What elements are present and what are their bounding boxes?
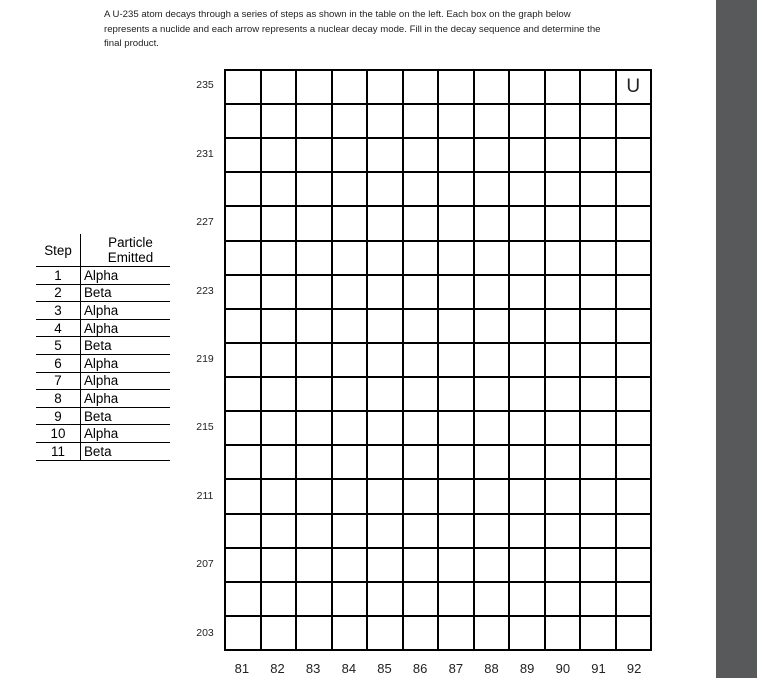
grid-cell [333, 583, 369, 617]
grid-cell [546, 446, 582, 480]
grid-cell [581, 242, 617, 276]
grid-cell [226, 310, 262, 344]
particle-emitted: Alpha [81, 372, 171, 390]
grid-cell [439, 276, 475, 310]
mass-number-label: 235 [196, 79, 214, 92]
grid-cell [617, 276, 653, 310]
grid-cell [333, 549, 369, 583]
grid-cell [297, 207, 333, 241]
grid-cell [297, 515, 333, 549]
grid-cell [262, 242, 298, 276]
atomic-number-label: 86 [412, 661, 428, 676]
step-number: 2 [36, 284, 81, 302]
grid-cell [297, 242, 333, 276]
grid-cell [368, 344, 404, 378]
grid-cell [262, 617, 298, 651]
grid-cell [546, 344, 582, 378]
grid-cell [617, 378, 653, 412]
grid-cell [297, 412, 333, 446]
table-row [36, 284, 170, 302]
grid-cell [475, 207, 511, 241]
start-nuclide-cell: U [617, 71, 653, 105]
grid-cell [262, 139, 298, 173]
grid-cell [475, 583, 511, 617]
grid-cell [475, 276, 511, 310]
step-number: 1 [36, 267, 81, 285]
grid-cell [581, 617, 617, 651]
grid-cell [510, 515, 546, 549]
grid-cell [262, 480, 298, 514]
grid-cell [226, 446, 262, 480]
grid-cell [297, 378, 333, 412]
grid-cell [333, 139, 369, 173]
particle-emitted: Alpha [81, 319, 171, 337]
grid-cell [581, 276, 617, 310]
step-number: 8 [36, 390, 81, 408]
grid-cell [368, 617, 404, 651]
grid-cell [333, 378, 369, 412]
grid-cell [475, 412, 511, 446]
particle-emitted: Beta [81, 337, 171, 355]
mass-number-label: 219 [196, 353, 214, 365]
grid-cell [439, 549, 475, 583]
mass-number-label: 203 [196, 626, 214, 639]
grid-cell [617, 549, 653, 583]
grid-cell [510, 583, 546, 617]
grid-cell [297, 310, 333, 344]
grid-cell [333, 412, 369, 446]
grid-cell [226, 515, 262, 549]
grid-cell [546, 480, 582, 514]
mass-number-label: 223 [196, 284, 214, 297]
grid-cell [546, 105, 582, 139]
table-row [36, 319, 170, 337]
grid-cell [297, 549, 333, 583]
grid-cell [226, 71, 262, 105]
grid-cell [404, 71, 440, 105]
grid-cell [510, 412, 546, 446]
table-row [36, 354, 170, 372]
grid-cell [439, 173, 475, 207]
grid-cell [368, 480, 404, 514]
grid-cell [475, 378, 511, 412]
grid-cell [581, 173, 617, 207]
grid-cell [546, 378, 582, 412]
grid-cell [475, 71, 511, 105]
grid-cell [617, 617, 653, 651]
grid-cell [617, 583, 653, 617]
step-number: 10 [36, 425, 81, 443]
grid-cell [581, 207, 617, 241]
table-row [36, 267, 170, 285]
atomic-number-label: 81 [234, 661, 250, 676]
grid-cell [404, 378, 440, 412]
grid-cell [617, 446, 653, 480]
grid-cell [404, 242, 440, 276]
grid-cell [439, 583, 475, 617]
atomic-number-label: 85 [377, 661, 392, 676]
grid-cell [439, 242, 475, 276]
grid-cell [262, 173, 298, 207]
particle-emitted: Beta [81, 442, 171, 460]
grid-cell [581, 139, 617, 173]
grid-cell [404, 446, 440, 480]
grid-cell [617, 139, 653, 173]
viewer-side-margin [716, 0, 757, 678]
grid-cell [368, 173, 404, 207]
grid-cell [510, 617, 546, 651]
grid-cell [333, 617, 369, 651]
grid-cell [368, 242, 404, 276]
grid-cell [226, 276, 262, 310]
atomic-number-label: 83 [305, 661, 321, 676]
table-row [36, 442, 170, 460]
grid-cell [297, 344, 333, 378]
grid-cell [617, 480, 653, 514]
grid-cell [262, 276, 298, 310]
grid-cell [475, 242, 511, 276]
grid-cell [617, 173, 653, 207]
grid-cell [546, 310, 582, 344]
step-number: 9 [36, 407, 81, 425]
grid-cell [510, 378, 546, 412]
grid-cell [368, 105, 404, 139]
grid-cell [333, 344, 369, 378]
grid-cell [617, 344, 653, 378]
grid-cell [226, 173, 262, 207]
grid-cell [262, 105, 298, 139]
grid-cell [226, 207, 262, 241]
grid-cell [475, 105, 511, 139]
grid-cell [404, 105, 440, 139]
mass-number-label: 227 [196, 216, 214, 229]
grid-cell [262, 515, 298, 549]
grid-cell [297, 276, 333, 310]
grid-cell [368, 446, 404, 480]
grid-cell [297, 617, 333, 651]
atomic-number-label: 91 [591, 661, 606, 676]
grid-cell [368, 139, 404, 173]
grid-cell [510, 446, 546, 480]
grid-cell [262, 310, 298, 344]
grid-cell [510, 139, 546, 173]
grid-cell [297, 71, 333, 105]
grid-cell [297, 105, 333, 139]
decay-steps-table [36, 234, 170, 461]
grid-cell [581, 310, 617, 344]
grid-cell [262, 446, 298, 480]
grid-cell [439, 378, 475, 412]
grid-cell [475, 617, 511, 651]
grid-cell [226, 583, 262, 617]
grid-cell [333, 515, 369, 549]
grid-cell [510, 207, 546, 241]
grid-cell [617, 515, 653, 549]
step-number: 3 [36, 302, 81, 320]
grid-cell [262, 583, 298, 617]
grid-cell [368, 378, 404, 412]
step-number: 7 [36, 372, 81, 390]
grid-cell [333, 71, 369, 105]
grid-cell [546, 242, 582, 276]
particle-emitted: Alpha [81, 425, 171, 443]
instructions-text: A U-235 atom decays through a series of steps as shown in the table on the left. Each box on the graph below represents a nuclide and each arrow represents a nuclear decay mode. Fill in the decay sequence and determine the final product. [104, 9, 601, 49]
grid-cell [226, 344, 262, 378]
grid-cell [404, 310, 440, 344]
particle-emitted: Alpha [81, 354, 171, 372]
grid-cell [226, 378, 262, 412]
grid-cell [404, 139, 440, 173]
grid-cell [404, 549, 440, 583]
grid-cell [546, 173, 582, 207]
grid-cell [475, 549, 511, 583]
grid-cell [439, 71, 475, 105]
grid-cell [404, 515, 440, 549]
grid-cell [510, 173, 546, 207]
grid-cell [546, 583, 582, 617]
grid-cell [546, 617, 582, 651]
grid-cell [510, 480, 546, 514]
grid-cell [333, 173, 369, 207]
grid-cell [368, 276, 404, 310]
grid-cell [439, 139, 475, 173]
particle-column-header: Particle Emitted [81, 234, 171, 267]
grid-cell [617, 412, 653, 446]
grid-cell [333, 310, 369, 344]
grid-cell [368, 207, 404, 241]
grid-cell [581, 105, 617, 139]
grid-cell [581, 549, 617, 583]
atomic-number-label: 92 [626, 661, 642, 676]
grid-cell [439, 617, 475, 651]
table-row [36, 302, 170, 320]
grid-cell [333, 105, 369, 139]
grid-cell [617, 207, 653, 241]
grid-cell [581, 480, 617, 514]
mass-number-label: 207 [196, 558, 214, 571]
grid-cell [368, 549, 404, 583]
grid-cell [581, 446, 617, 480]
grid-cell [546, 276, 582, 310]
grid-cell [404, 276, 440, 310]
grid-cell [581, 378, 617, 412]
grid-cell [297, 583, 333, 617]
grid-cell [510, 105, 546, 139]
grid-cell [546, 549, 582, 583]
grid-cell [333, 446, 369, 480]
grid-cell [546, 139, 582, 173]
grid-cell [439, 310, 475, 344]
table-row [36, 337, 170, 355]
grid-cell [581, 515, 617, 549]
grid-cell [581, 583, 617, 617]
particle-emitted: Alpha [81, 267, 171, 285]
decay-grid [224, 69, 652, 651]
grid-cell [404, 480, 440, 514]
grid-cell [404, 173, 440, 207]
table-row [36, 425, 170, 443]
step-number: 6 [36, 354, 81, 372]
grid-cell [297, 173, 333, 207]
grid-cell [439, 446, 475, 480]
grid-cell [439, 412, 475, 446]
grid-cell [475, 139, 511, 173]
grid-cell [439, 480, 475, 514]
grid-cell [368, 71, 404, 105]
grid-cell [226, 549, 262, 583]
grid-cell [439, 105, 475, 139]
grid-cell [262, 412, 298, 446]
step-column-header: Step [36, 234, 81, 267]
grid-cell [475, 173, 511, 207]
grid-cell [226, 480, 262, 514]
grid-cell [475, 310, 511, 344]
table-row [36, 390, 170, 408]
grid-cell [297, 480, 333, 514]
grid-cell [546, 412, 582, 446]
grid-cell [617, 105, 653, 139]
particle-emitted: Beta [81, 284, 171, 302]
grid-cell [297, 446, 333, 480]
grid-cell [581, 344, 617, 378]
grid-cell [226, 242, 262, 276]
grid-cell [368, 412, 404, 446]
grid-cell [262, 71, 298, 105]
grid-cell [581, 412, 617, 446]
grid-cell [333, 207, 369, 241]
atomic-number-label: 90 [555, 661, 571, 676]
grid-cell [404, 583, 440, 617]
grid-cell [510, 310, 546, 344]
mass-number-label: 231 [196, 147, 214, 160]
step-number: 4 [36, 319, 81, 337]
grid-cell [404, 207, 440, 241]
mass-number-label: 211 [196, 489, 214, 502]
grid-cell [439, 207, 475, 241]
grid-cell [262, 378, 298, 412]
grid-cell [226, 139, 262, 173]
grid-cell [368, 583, 404, 617]
grid-cell [617, 310, 653, 344]
step-number: 5 [36, 337, 81, 355]
step-number: 11 [36, 442, 81, 460]
grid-cell [546, 207, 582, 241]
particle-emitted: Alpha [81, 390, 171, 408]
atomic-number-label: 89 [519, 661, 535, 676]
grid-cell [404, 344, 440, 378]
particle-emitted: Beta [81, 407, 171, 425]
grid-cell [546, 515, 582, 549]
grid-cell [510, 242, 546, 276]
particle-emitted: Alpha [81, 302, 171, 320]
table-row [36, 407, 170, 425]
grid-cell [546, 71, 582, 105]
grid-cell [226, 105, 262, 139]
grid-cell [475, 480, 511, 514]
grid-cell [475, 344, 511, 378]
atomic-number-label: 87 [448, 661, 464, 676]
grid-cell [333, 276, 369, 310]
grid-cell [226, 412, 262, 446]
grid-cell [510, 549, 546, 583]
atomic-number-label: 88 [484, 661, 499, 676]
grid-cell [581, 71, 617, 105]
mass-number-label: 215 [196, 421, 214, 434]
grid-cell [439, 515, 475, 549]
grid-cell [475, 515, 511, 549]
grid-cell [368, 515, 404, 549]
grid-cell [404, 617, 440, 651]
grid-cell [404, 412, 440, 446]
grid-cell [333, 480, 369, 514]
grid-cell [510, 344, 546, 378]
grid-cell [368, 310, 404, 344]
atomic-number-label: 84 [341, 661, 357, 676]
grid-cell [617, 242, 653, 276]
grid-cell [439, 344, 475, 378]
table-row [36, 372, 170, 390]
grid-cell [475, 446, 511, 480]
grid-cell [297, 139, 333, 173]
grid-cell [226, 617, 262, 651]
grid-cell [510, 276, 546, 310]
grid-cell [333, 242, 369, 276]
grid-cell [262, 344, 298, 378]
grid-cell [510, 71, 546, 105]
grid-cell [262, 549, 298, 583]
atomic-number-label: 82 [270, 661, 285, 676]
grid-cell [262, 207, 298, 241]
